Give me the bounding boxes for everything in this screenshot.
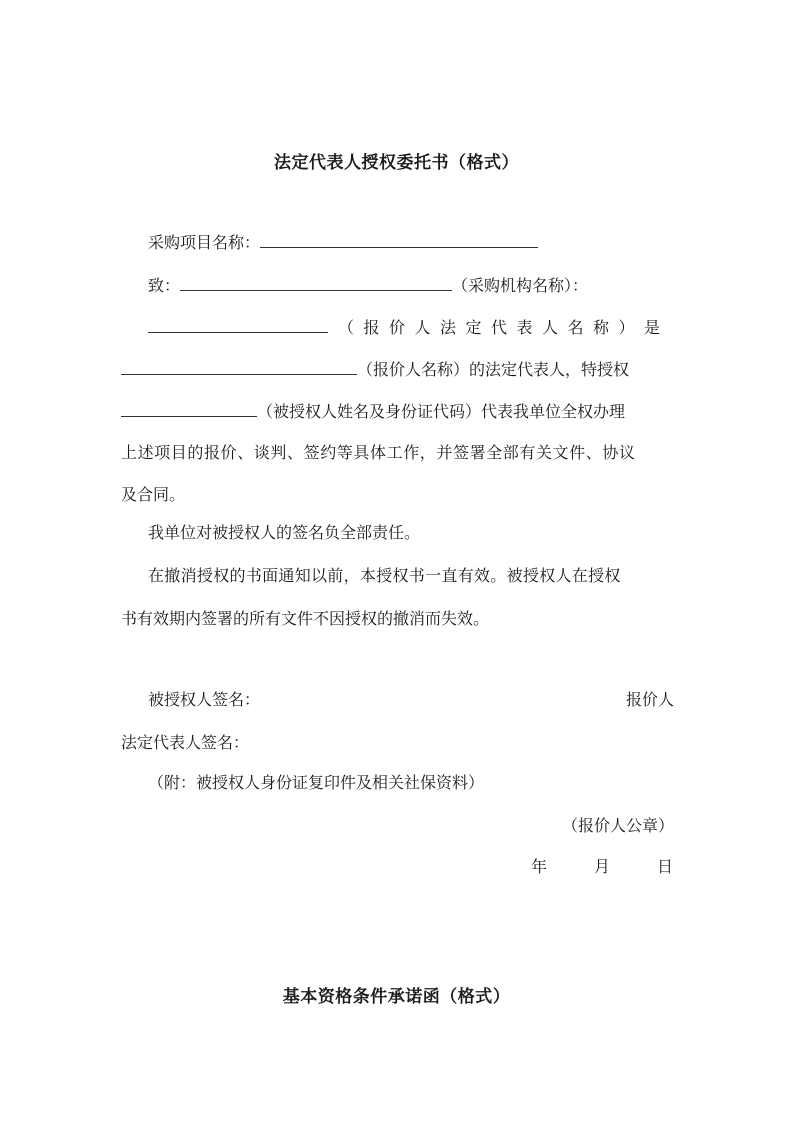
agency-name-blank[interactable] (180, 275, 452, 291)
legal-rep-line (148, 317, 674, 338)
agent-id-blank[interactable] (121, 401, 257, 417)
project-name-blank[interactable] (260, 232, 538, 248)
bidder-line (121, 359, 629, 380)
addressee-label: 致： (148, 276, 181, 295)
bidder-label: 报价人 (625, 690, 674, 709)
legal-rep-signature-label: 法定代表人签名： (121, 733, 250, 752)
signature-row (148, 690, 674, 710)
form2-title: 基本资格条件承诺函（格式） (282, 987, 511, 1007)
project-name-label: 采购项目名称： (148, 233, 261, 252)
agent-line (121, 401, 625, 422)
form1-title: 法定代表人授权委托书（格式） (274, 153, 519, 173)
date-month: 月 (594, 857, 611, 876)
legal-rep-name-blank[interactable] (148, 317, 328, 333)
seal-label: （报价人公章） (561, 816, 674, 835)
body-line-7: 及合同。 (121, 485, 186, 504)
body-line-8: 我单位对被授权人的签名负全部责任。 (148, 523, 421, 542)
agent-signature-label: 被授权人签名： (148, 690, 261, 709)
date-day: 日 (657, 857, 674, 876)
body-line-10: 书有效期内签署的所有文件不因授权的撤消而失效。 (121, 609, 490, 628)
attachment-note: （附：被授权人身份证复印件及相关社保资料） (148, 773, 485, 792)
legal-rep-text: （报价人法定代表人名称）是 (338, 318, 670, 337)
addressee-suffix: （采购机构名称）： (452, 276, 589, 295)
agent-text: （被授权人姓名及身份证代码）代表我单位全权办理 (257, 402, 626, 421)
body-line-6: 上述项目的报价、谈判、签约等具体工作，并签署全部有关文件、协议 (121, 443, 636, 462)
addressee-line (148, 275, 588, 296)
bidder-name-blank[interactable] (121, 359, 357, 375)
bidder-text: （报价人名称）的法定代表人，特授权 (357, 360, 630, 379)
date-year: 年 (531, 857, 548, 876)
body-line-9: 在撤消授权的书面通知以前，本授权书一直有效。被授权人在授权 (148, 566, 621, 585)
project-name-line (148, 232, 538, 253)
